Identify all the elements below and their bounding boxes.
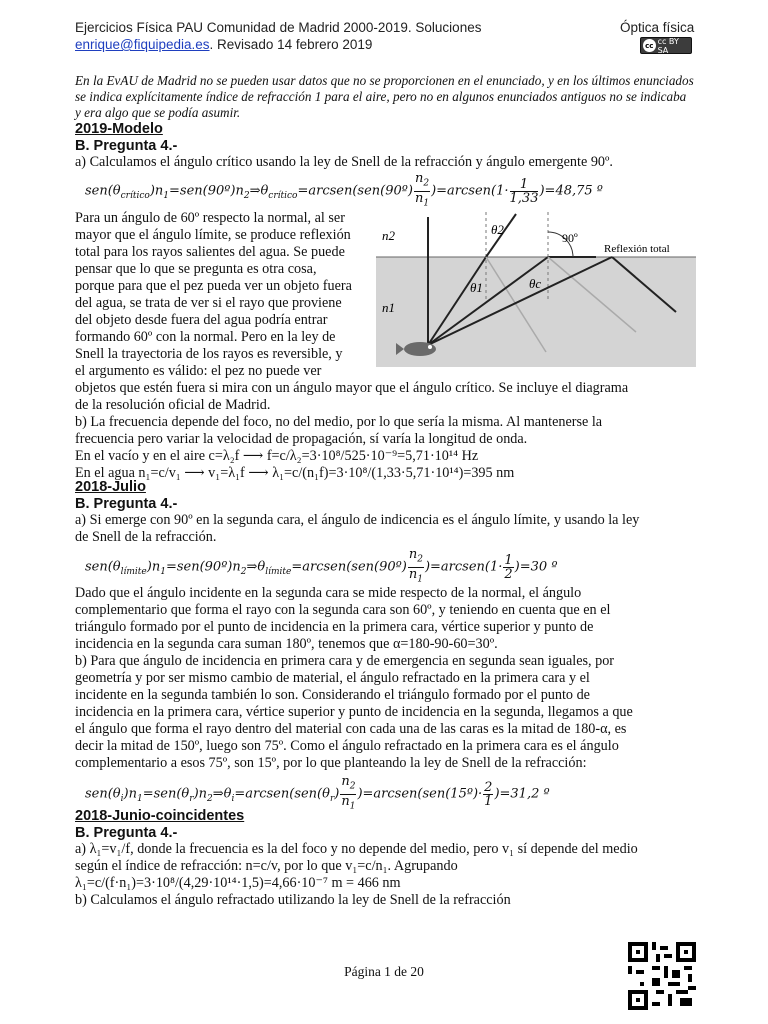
header-line-2	[75, 37, 372, 52]
text-line: Dado que el ángulo incidente en la segunda cara se mide respecto de la normal, el ángulo	[75, 585, 582, 601]
paragraph-s2b	[75, 585, 700, 772]
text-line: complementario que forma el rayo con la segunda cara son 60º, y teniendo en cuenta que en el	[75, 602, 611, 618]
text-line: según el índice de refracción: n=c/v, por lo que v₁=c/n₁. Agrupando	[75, 858, 458, 874]
text-line: el argumento es válido: el pez no puede ver	[75, 363, 322, 379]
text-line: Para un ángulo de 60º respecto la normal, al ser	[75, 210, 345, 226]
text-line: b) Calculamos el ángulo refractado utilizando la ley de Snell de la refracción	[75, 892, 511, 908]
text-line: incidencia en la primera cara, vértice superior y punto de incidencia en la segunda, llegamos a que	[75, 704, 633, 720]
limit-angle-formula: $sen(\theta_{límite})n_1=sen(90º)n_2\Rightarrow\theta_{límite}=arcsen(sen(90º)$ $\frac{n_2}{n_1}$ )=arcsen(1· $\frac{1}{2}$ )=30 º	[85, 547, 558, 585]
text-line: porque para que el pez pueda ver un objeto fuera	[75, 278, 352, 294]
text-line: λ₁=c/(f·n₁)=3·10⁸/(4,29·10¹⁴·1,5)=4,66·10⁻⁷ m = 466 nm	[75, 875, 401, 891]
text-line: b) La frecuencia depende del foco, no del medio, por lo que sería la misma. Al mantenerse la	[75, 414, 603, 430]
text-line: del objeto desde fuera del agua podría entrar	[75, 312, 328, 328]
label-thetac: θc	[529, 276, 542, 291]
label-n2: n2	[382, 228, 395, 243]
text-line: del agua, se trata de ver si el rayo que proviene	[75, 295, 342, 311]
text-line: incidente en la segunda también lo son. Considerando el triángulo formado por el punto de	[75, 687, 590, 703]
critical-angle-formula: $sen(\theta_{crítico})n_1=sen(90º)n_2\Rightarrow\theta_{crítico}=arcsen(sen(90º)$ $\frac{n_2}{n_1}$ )=arcsen(1· $\frac{1}{1,33}$ )=48,75 º	[85, 171, 603, 209]
total-reflection-diagram	[376, 212, 696, 367]
text-line: formando 60º con la normal. Pero en la ley de	[75, 329, 336, 345]
text-line: objetos que estén fuera si mira con un ángulo mayor que el ángulo crítico. Se incluye el diagrama	[75, 380, 629, 396]
text-line: total para los rayos salientes del agua. Se puede	[75, 244, 345, 260]
fish-eye	[428, 345, 432, 349]
text-line: En el vacío y en el aire c=λ₂f ⟶ f=c/λ₂=3·10⁸/525·10⁻⁹=5,71·10¹⁴ Hz	[75, 448, 479, 464]
section-2019-modelo: 2019-Modelo	[75, 121, 163, 137]
text-line: complementario a esos 75º, son 15º, por lo que planteando la ley de Snell de la refracción:	[75, 755, 587, 771]
author-email-link[interactable]: enrique@fiquipedia.es	[75, 37, 210, 52]
text-line: incidencia en la segunda cara suman 180º, tenemos que α=180-90-60=30º.	[75, 636, 498, 652]
revision-date: . Revisado 14 febrero 2019	[209, 37, 373, 52]
wrapped-paragraph	[75, 210, 375, 380]
refraction-formula: $sen(\theta_i)n_1=sen(\theta_r)n_2\Rightarrow\theta_i=arcsen(sen(\theta_r)$ $\frac{n_2}{n_1}$ )=arcsen(sen(15º)· $\frac{2}{1}$ )=31,2 º	[85, 774, 550, 812]
text-line: de la resolución oficial de Madrid.	[75, 397, 271, 413]
text-line: geometría y por ser mismo cambio de material, el ángulo refractado en la primera cara y el	[75, 670, 590, 686]
topic-label: Óptica física	[620, 20, 695, 35]
label-theta1: θ1	[470, 280, 483, 295]
text-line: mayor que el ángulo límite, se produce reflexión	[75, 227, 351, 243]
label-theta2: θ2	[491, 222, 504, 237]
text-line: pensar que lo que se pregunta es otra cosa,	[75, 261, 317, 277]
text-line: de Snell de la refracción.	[75, 529, 217, 545]
cc-icon: cc	[643, 39, 656, 52]
critical-angle-result: =48,75 º	[544, 183, 603, 199]
text-line: el ángulo que forma el rayo dentro del material con cada una de las caras es la mitad de 180-α, es	[75, 721, 627, 737]
license-text: cc BY SA	[657, 36, 679, 55]
document-title: Ejercicios Física PAU Comunidad de Madrid 2000-2019. Soluciones	[75, 20, 482, 35]
question-heading-1: B. Pregunta 4.-	[75, 138, 178, 154]
page-number: Página 1 de 20	[344, 964, 424, 979]
label-n1: n1	[382, 300, 395, 315]
text-line: a) Si emerge con 90º en la segunda cara, el ángulo de indicencia es el ángulo límite, y usando la ley	[75, 512, 640, 528]
question-heading-3: B. Pregunta 4.-	[75, 825, 178, 841]
text-line: Snell la trayectoria de los rayos es reversible, y	[75, 346, 343, 362]
limit-angle-result: =30 º	[519, 559, 558, 575]
text-line: b) Para que ángulo de incidencia en primera cara y de emergencia en segunda sean iguales, por	[75, 653, 615, 669]
intro-note: En la EvAU de Madrid no se pueden usar datos que no se proporcionen en el enunciado, y en los últimos enunciados se indica explícitamente índice de refracción 1 para el aire, pero no en algunos enunciados antiguos no se indicaba y era algo que se podía asumir.	[75, 73, 694, 120]
text-line: a) λ₁=v₁/f, donde la frecuencia es la del foco y no depende del medio, pero v₁ sí depende del medio	[75, 841, 638, 857]
part-a-line: a) Calculamos el ángulo crítico usando la ley de Snell de la refracción y ángulo emergente 90º.	[75, 154, 613, 170]
license-badge[interactable]	[640, 37, 692, 54]
question-heading-2: B. Pregunta 4.-	[75, 496, 178, 512]
text-line: decir la mitad de 150º, luego son 75º. Como el ángulo refractado en la primera cara es el ángulo	[75, 738, 619, 754]
text-line: En el agua n₁=c/v₁ ⟶ v₁=λ₁f ⟶ λ₁=c/(n₁f)=3·10⁸/(1,33·5,71·10¹⁴)=395 nm	[75, 465, 515, 481]
paragraph-s2a	[75, 512, 695, 546]
paragraph-s1	[75, 380, 695, 482]
text-line: frecuencia pero variar la velocidad de propagación, sí varía la longitud de onda.	[75, 431, 528, 447]
label-90: 90º	[562, 231, 578, 245]
label-reflexion-total: Reflexión total	[604, 243, 670, 255]
paragraph-s3	[75, 841, 700, 909]
fish-icon	[404, 342, 436, 356]
section-2018-julio: 2018-Julio	[75, 479, 146, 495]
section-2018-junio-coincidentes: 2018-Junio-coincidentes	[75, 808, 245, 824]
text-line: triángulo formado por el punto de incidencia en la primera cara, vértice superior y punto de	[75, 619, 594, 635]
refraction-result: =31,2 º	[499, 786, 550, 802]
